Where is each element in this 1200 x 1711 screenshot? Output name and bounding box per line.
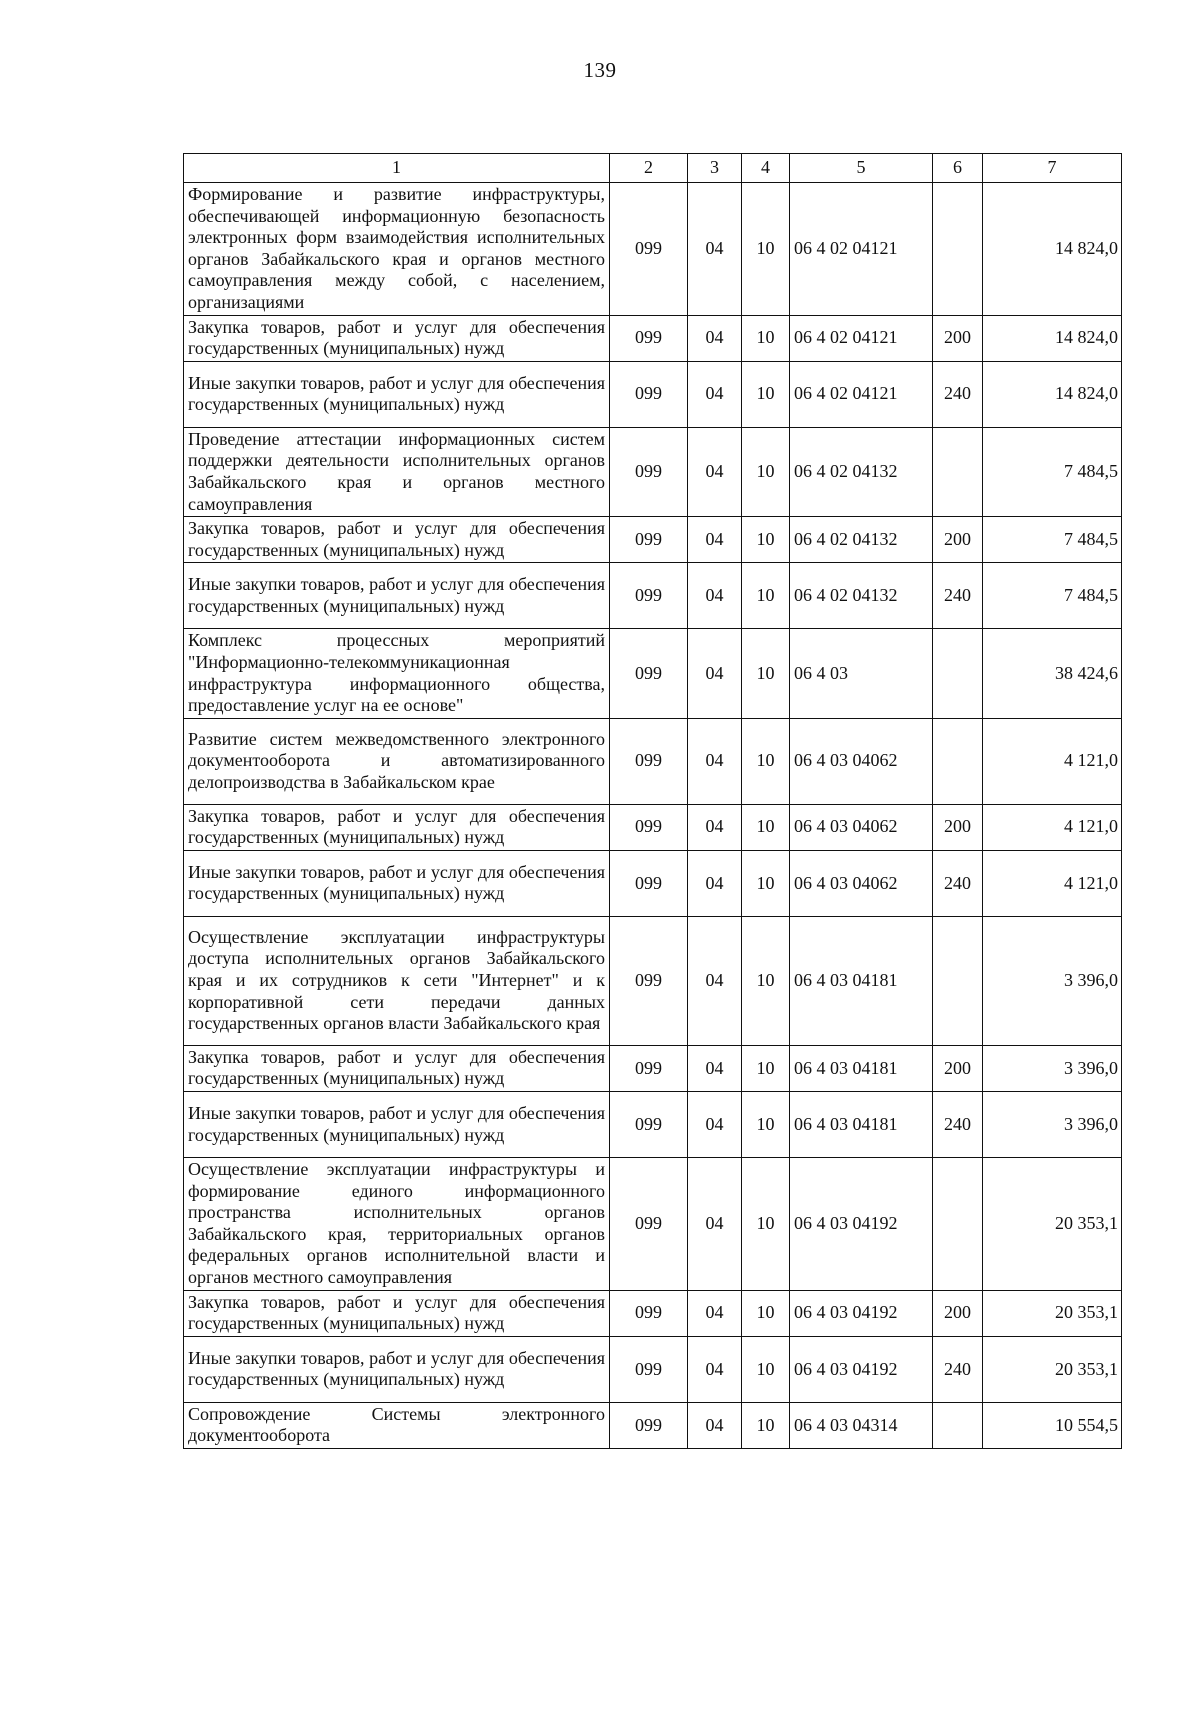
target-article-cell: 06 4 03 04314 bbox=[790, 1402, 933, 1448]
expense-type-cell: 200 bbox=[933, 1045, 983, 1091]
amount-cell: 3 396,0 bbox=[983, 1092, 1122, 1158]
target-article-cell: 06 4 03 04062 bbox=[790, 850, 933, 916]
target-article-cell: 06 4 03 bbox=[790, 629, 933, 718]
section-code-cell: 04 bbox=[688, 1290, 742, 1336]
target-article-cell: 06 4 02 04132 bbox=[790, 517, 933, 563]
amount-cell: 7 484,5 bbox=[983, 427, 1122, 516]
expense-type-cell: 200 bbox=[933, 804, 983, 850]
amount-cell: 14 824,0 bbox=[983, 315, 1122, 361]
table-row bbox=[184, 916, 1122, 1045]
target-article-cell: 06 4 02 04121 bbox=[790, 315, 933, 361]
expense-type-cell bbox=[933, 1402, 983, 1448]
expense-type-cell: 240 bbox=[933, 361, 983, 427]
subsection-code-cell: 10 bbox=[742, 1402, 790, 1448]
ministry-code-cell: 099 bbox=[610, 1290, 688, 1336]
expense-name-cell: Закупка товаров, работ и услуг для обеспечения государственных (муниципальных) нужд bbox=[184, 1045, 610, 1091]
ministry-code-cell: 099 bbox=[610, 1336, 688, 1402]
section-code-cell: 04 bbox=[688, 1158, 742, 1291]
ministry-code-cell: 099 bbox=[610, 916, 688, 1045]
page-number: 139 bbox=[583, 58, 617, 82]
expense-type-cell bbox=[933, 916, 983, 1045]
expense-name-cell: Иные закупки товаров, работ и услуг для обеспечения государственных (муниципальных) нужд bbox=[184, 850, 610, 916]
table-row bbox=[184, 183, 1122, 316]
table-row bbox=[184, 563, 1122, 629]
budget-table bbox=[183, 153, 1122, 1449]
amount-cell: 10 554,5 bbox=[983, 1402, 1122, 1448]
column-header-1: 1 bbox=[184, 154, 610, 183]
section-code-cell: 04 bbox=[688, 850, 742, 916]
target-article-cell: 06 4 03 04181 bbox=[790, 1045, 933, 1091]
section-code-cell: 04 bbox=[688, 315, 742, 361]
subsection-code-cell: 10 bbox=[742, 563, 790, 629]
subsection-code-cell: 10 bbox=[742, 718, 790, 804]
table-row bbox=[184, 1092, 1122, 1158]
target-article-cell: 06 4 02 04121 bbox=[790, 361, 933, 427]
subsection-code-cell: 10 bbox=[742, 1336, 790, 1402]
expense-type-cell: 200 bbox=[933, 1290, 983, 1336]
table-row bbox=[184, 850, 1122, 916]
column-header-2: 2 bbox=[610, 154, 688, 183]
target-article-cell: 06 4 02 04121 bbox=[790, 183, 933, 316]
ministry-code-cell: 099 bbox=[610, 563, 688, 629]
expense-type-cell bbox=[933, 427, 983, 516]
subsection-code-cell: 10 bbox=[742, 427, 790, 516]
subsection-code-cell: 10 bbox=[742, 183, 790, 316]
amount-cell: 20 353,1 bbox=[983, 1158, 1122, 1291]
ministry-code-cell: 099 bbox=[610, 629, 688, 718]
table-row bbox=[184, 1290, 1122, 1336]
expense-type-cell bbox=[933, 1158, 983, 1291]
amount-cell: 7 484,5 bbox=[983, 517, 1122, 563]
table-row bbox=[184, 315, 1122, 361]
table-row bbox=[184, 427, 1122, 516]
expense-type-cell bbox=[933, 629, 983, 718]
table-row bbox=[184, 1402, 1122, 1448]
table-row bbox=[184, 517, 1122, 563]
expense-name-cell: Проведение аттестации информационных систем поддержки деятельности исполнительных органов Забайкальского края и органов местного самоуправления bbox=[184, 427, 610, 516]
expense-name-cell: Иные закупки товаров, работ и услуг для обеспечения государственных (муниципальных) нужд bbox=[184, 563, 610, 629]
amount-cell: 14 824,0 bbox=[983, 361, 1122, 427]
ministry-code-cell: 099 bbox=[610, 1402, 688, 1448]
column-header-4: 4 bbox=[742, 154, 790, 183]
section-code-cell: 04 bbox=[688, 718, 742, 804]
expense-name-cell: Закупка товаров, работ и услуг для обеспечения государственных (муниципальных) нужд bbox=[184, 315, 610, 361]
table-row bbox=[184, 1336, 1122, 1402]
section-code-cell: 04 bbox=[688, 916, 742, 1045]
amount-cell: 4 121,0 bbox=[983, 804, 1122, 850]
expense-name-cell: Закупка товаров, работ и услуг для обеспечения государственных (муниципальных) нужд bbox=[184, 804, 610, 850]
column-header-6: 6 bbox=[933, 154, 983, 183]
table-row bbox=[184, 1045, 1122, 1091]
amount-cell: 38 424,6 bbox=[983, 629, 1122, 718]
expense-name-cell: Иные закупки товаров, работ и услуг для обеспечения государственных (муниципальных) нужд bbox=[184, 1092, 610, 1158]
section-code-cell: 04 bbox=[688, 183, 742, 316]
amount-cell: 3 396,0 bbox=[983, 916, 1122, 1045]
expense-type-cell: 200 bbox=[933, 315, 983, 361]
expense-type-cell: 240 bbox=[933, 1092, 983, 1158]
expense-type-cell bbox=[933, 183, 983, 316]
ministry-code-cell: 099 bbox=[610, 804, 688, 850]
table-body bbox=[184, 183, 1122, 1449]
amount-cell: 4 121,0 bbox=[983, 850, 1122, 916]
amount-cell: 3 396,0 bbox=[983, 1045, 1122, 1091]
expense-name-cell: Иные закупки товаров, работ и услуг для обеспечения государственных (муниципальных) нужд bbox=[184, 1336, 610, 1402]
expense-type-cell: 240 bbox=[933, 563, 983, 629]
section-code-cell: 04 bbox=[688, 1336, 742, 1402]
expense-name-cell: Иные закупки товаров, работ и услуг для обеспечения государственных (муниципальных) нужд bbox=[184, 361, 610, 427]
subsection-code-cell: 10 bbox=[742, 1290, 790, 1336]
column-header-7: 7 bbox=[983, 154, 1122, 183]
table-row bbox=[184, 629, 1122, 718]
ministry-code-cell: 099 bbox=[610, 850, 688, 916]
ministry-code-cell: 099 bbox=[610, 517, 688, 563]
section-code-cell: 04 bbox=[688, 1045, 742, 1091]
expense-name-cell: Развитие систем межведомственного электронного документооборота и автоматизированного делопроизводства в Забайкальском крае bbox=[184, 718, 610, 804]
section-code-cell: 04 bbox=[688, 563, 742, 629]
expense-name-cell: Закупка товаров, работ и услуг для обеспечения государственных (муниципальных) нужд bbox=[184, 517, 610, 563]
amount-cell: 20 353,1 bbox=[983, 1336, 1122, 1402]
target-article-cell: 06 4 03 04062 bbox=[790, 718, 933, 804]
target-article-cell: 06 4 03 04181 bbox=[790, 916, 933, 1045]
expense-name-cell: Формирование и развитие инфраструктуры, обеспечивающей информационную безопасность электронных форм взаимодействия исполнительных органов Забайкальского края и органов местного самоуправления между собой, с населением, организациями bbox=[184, 183, 610, 316]
table-row bbox=[184, 361, 1122, 427]
column-header-5: 5 bbox=[790, 154, 933, 183]
column-header-3: 3 bbox=[688, 154, 742, 183]
subsection-code-cell: 10 bbox=[742, 629, 790, 718]
expense-name-cell: Осуществление эксплуатации инфраструктуры доступа исполнительных органов Забайкальского края и их сотрудников к сети "Интернет" и к корпоративной сети передачи данных государственных органов власти Забайкальского края bbox=[184, 916, 610, 1045]
expense-name-cell: Осуществление эксплуатации инфраструктуры и формирование единого информационного пространства исполнительных органов Забайкальского края, территориальных органов федеральных органов исполнительной власти и органов местного самоуправления bbox=[184, 1158, 610, 1291]
subsection-code-cell: 10 bbox=[742, 916, 790, 1045]
amount-cell: 14 824,0 bbox=[983, 183, 1122, 316]
header-row bbox=[184, 154, 1122, 183]
ministry-code-cell: 099 bbox=[610, 1158, 688, 1291]
expense-type-cell: 200 bbox=[933, 517, 983, 563]
target-article-cell: 06 4 03 04181 bbox=[790, 1092, 933, 1158]
table-row bbox=[184, 1158, 1122, 1291]
subsection-code-cell: 10 bbox=[742, 1092, 790, 1158]
section-code-cell: 04 bbox=[688, 517, 742, 563]
expense-type-cell: 240 bbox=[933, 1336, 983, 1402]
subsection-code-cell: 10 bbox=[742, 850, 790, 916]
ministry-code-cell: 099 bbox=[610, 315, 688, 361]
target-article-cell: 06 4 03 04062 bbox=[790, 804, 933, 850]
target-article-cell: 06 4 03 04192 bbox=[790, 1158, 933, 1291]
table-row bbox=[184, 718, 1122, 804]
section-code-cell: 04 bbox=[688, 361, 742, 427]
ministry-code-cell: 099 bbox=[610, 427, 688, 516]
section-code-cell: 04 bbox=[688, 1092, 742, 1158]
target-article-cell: 06 4 02 04132 bbox=[790, 563, 933, 629]
target-article-cell: 06 4 03 04192 bbox=[790, 1290, 933, 1336]
target-article-cell: 06 4 02 04132 bbox=[790, 427, 933, 516]
expense-type-cell: 240 bbox=[933, 850, 983, 916]
section-code-cell: 04 bbox=[688, 1402, 742, 1448]
subsection-code-cell: 10 bbox=[742, 315, 790, 361]
subsection-code-cell: 10 bbox=[742, 1045, 790, 1091]
expense-type-cell bbox=[933, 718, 983, 804]
subsection-code-cell: 10 bbox=[742, 517, 790, 563]
section-code-cell: 04 bbox=[688, 804, 742, 850]
table-row bbox=[184, 804, 1122, 850]
subsection-code-cell: 10 bbox=[742, 361, 790, 427]
ministry-code-cell: 099 bbox=[610, 1045, 688, 1091]
amount-cell: 4 121,0 bbox=[983, 718, 1122, 804]
target-article-cell: 06 4 03 04192 bbox=[790, 1336, 933, 1402]
amount-cell: 20 353,1 bbox=[983, 1290, 1122, 1336]
expense-name-cell: Закупка товаров, работ и услуг для обеспечения государственных (муниципальных) нужд bbox=[184, 1290, 610, 1336]
expense-name-cell: Комплекс процессных мероприятий "Информационно-телекоммуникационная инфраструктура информационного общества, предоставление услуг на ее основе" bbox=[184, 629, 610, 718]
ministry-code-cell: 099 bbox=[610, 1092, 688, 1158]
subsection-code-cell: 10 bbox=[742, 1158, 790, 1291]
subsection-code-cell: 10 bbox=[742, 804, 790, 850]
ministry-code-cell: 099 bbox=[610, 718, 688, 804]
section-code-cell: 04 bbox=[688, 629, 742, 718]
ministry-code-cell: 099 bbox=[610, 183, 688, 316]
section-code-cell: 04 bbox=[688, 427, 742, 516]
expense-name-cell: Сопровождение Системы электронного документооборота bbox=[184, 1402, 610, 1448]
ministry-code-cell: 099 bbox=[610, 361, 688, 427]
amount-cell: 7 484,5 bbox=[983, 563, 1122, 629]
